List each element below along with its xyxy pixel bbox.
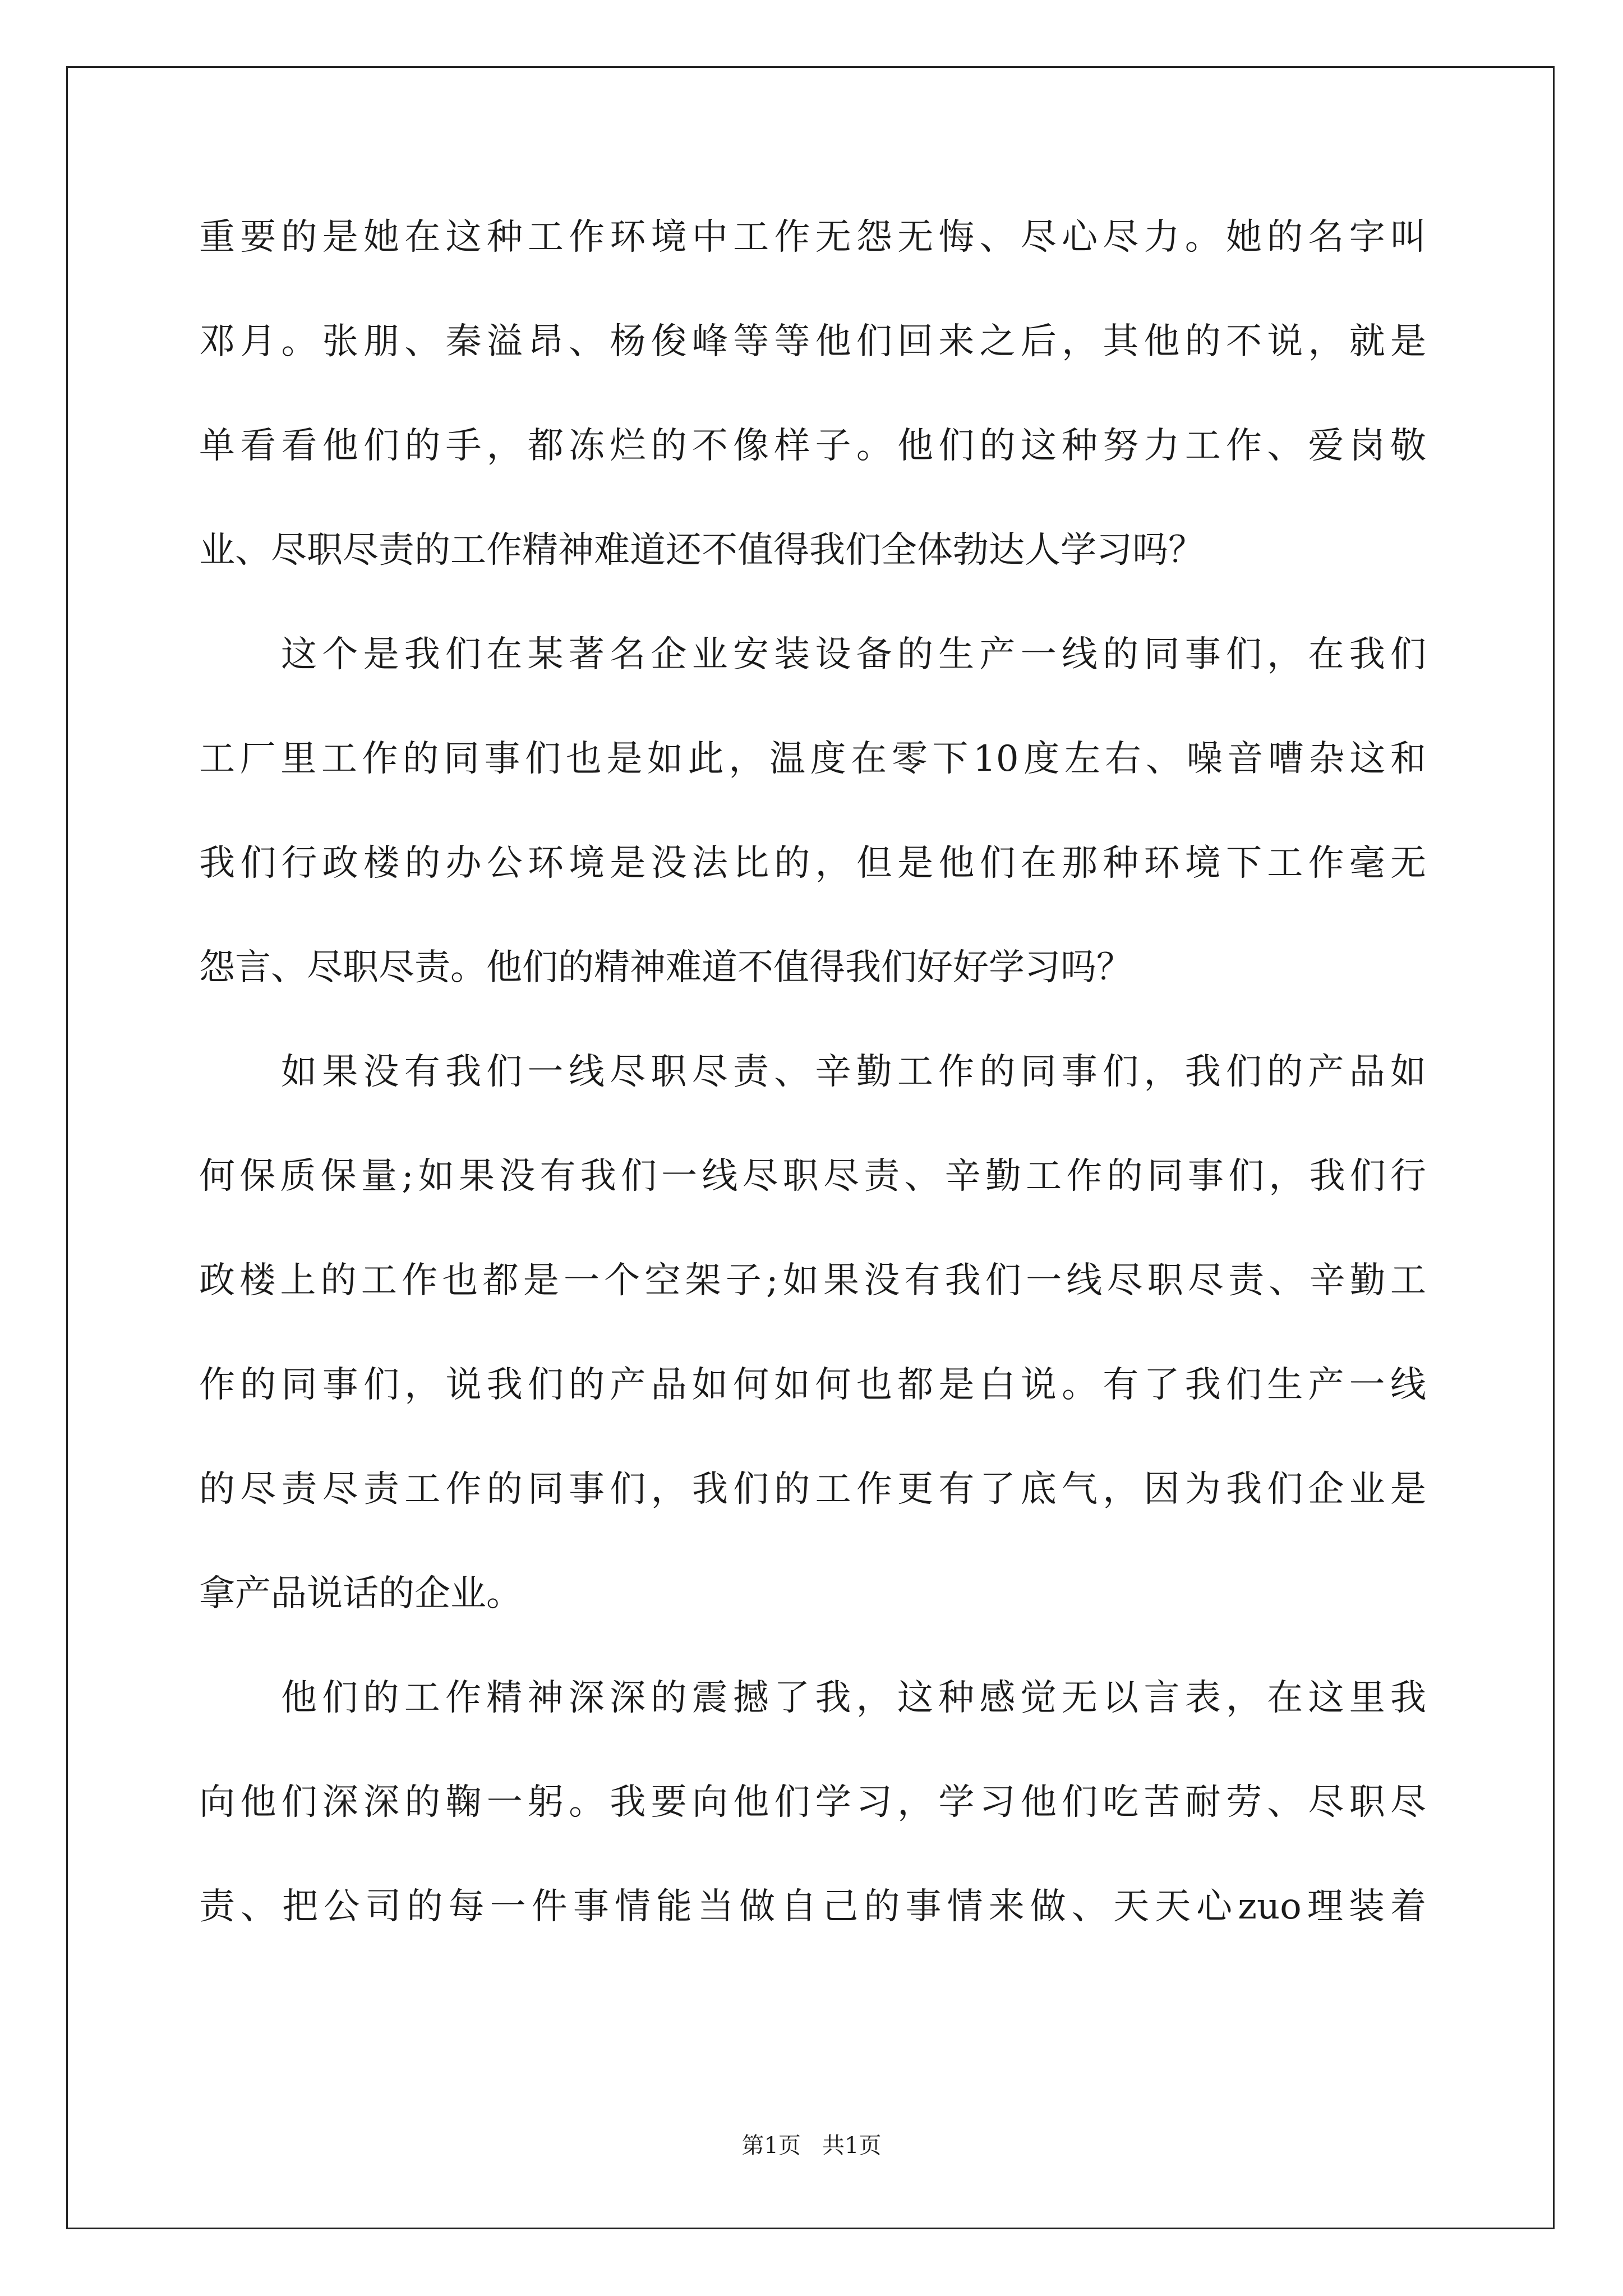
text-line: 单看看他们的手，都冻烂的不像样子。他们的这种努力工作、爱岗敬 [199, 425, 1426, 467]
text-line: 拿产品说话的企业。 [199, 1573, 522, 1614]
text-line: 怨言、尽职尽责。他们的精神难道不值得我们好好学习吗？ [199, 947, 1132, 988]
text-line: 我们行政楼的办公环境是没法比的，但是他们在那种环境下工作毫无 [199, 843, 1426, 884]
paragraph-first-line: 这个是我们在某著名企业安装设备的生产一线的同事们，在我们 [281, 634, 1426, 675]
text-line: 重要的是她在这种工作环境中工作无怨无悔、尽心尽力。她的名字叫 [199, 217, 1426, 258]
page-number-footer: 第1页 共1页 [741, 2133, 882, 2159]
document-body [199, 212, 1426, 1986]
text-line: 责、把公司的每一件事情能当做自己的事情来做、天天心zuo理装着 [199, 1886, 1426, 1927]
text-line: 邓月。张朋、秦溢昂、杨俊峰等等他们回来之后，其他的不说，就是 [199, 321, 1426, 362]
text-line: 政楼上的工作也都是一个空架子;如果没有我们一线尽职尽责、辛勤工 [199, 1260, 1426, 1301]
text-line: 何保质保量;如果没有我们一线尽职尽责、辛勤工作的同事们，我们行 [199, 1156, 1426, 1197]
text-line: 作的同事们，说我们的产品如何如何也都是白说。有了我们生产一线 [199, 1364, 1426, 1406]
paragraph-first-line: 如果没有我们一线尽职尽责、辛勤工作的同事们，我们的产品如 [281, 1051, 1426, 1093]
text-line: 业、尽职尽责的工作精神难道还不值得我们全体勃达人学习吗？ [199, 530, 1204, 571]
text-line: 的尽责尽责工作的同事们，我们的工作更有了底气，因为我们企业是 [199, 1469, 1426, 1510]
paragraph-first-line: 他们的工作精神深深的震撼了我，这种感觉无以言表，在这里我 [281, 1677, 1426, 1719]
text-line: 向他们深深的鞠一躬。我要向他们学习，学习他们吃苦耐劳、尽职尽 [199, 1782, 1426, 1823]
text-line: 工厂里工作的同事们也是如此，温度在零下10度左右、噪音嘈杂这和 [199, 738, 1426, 780]
